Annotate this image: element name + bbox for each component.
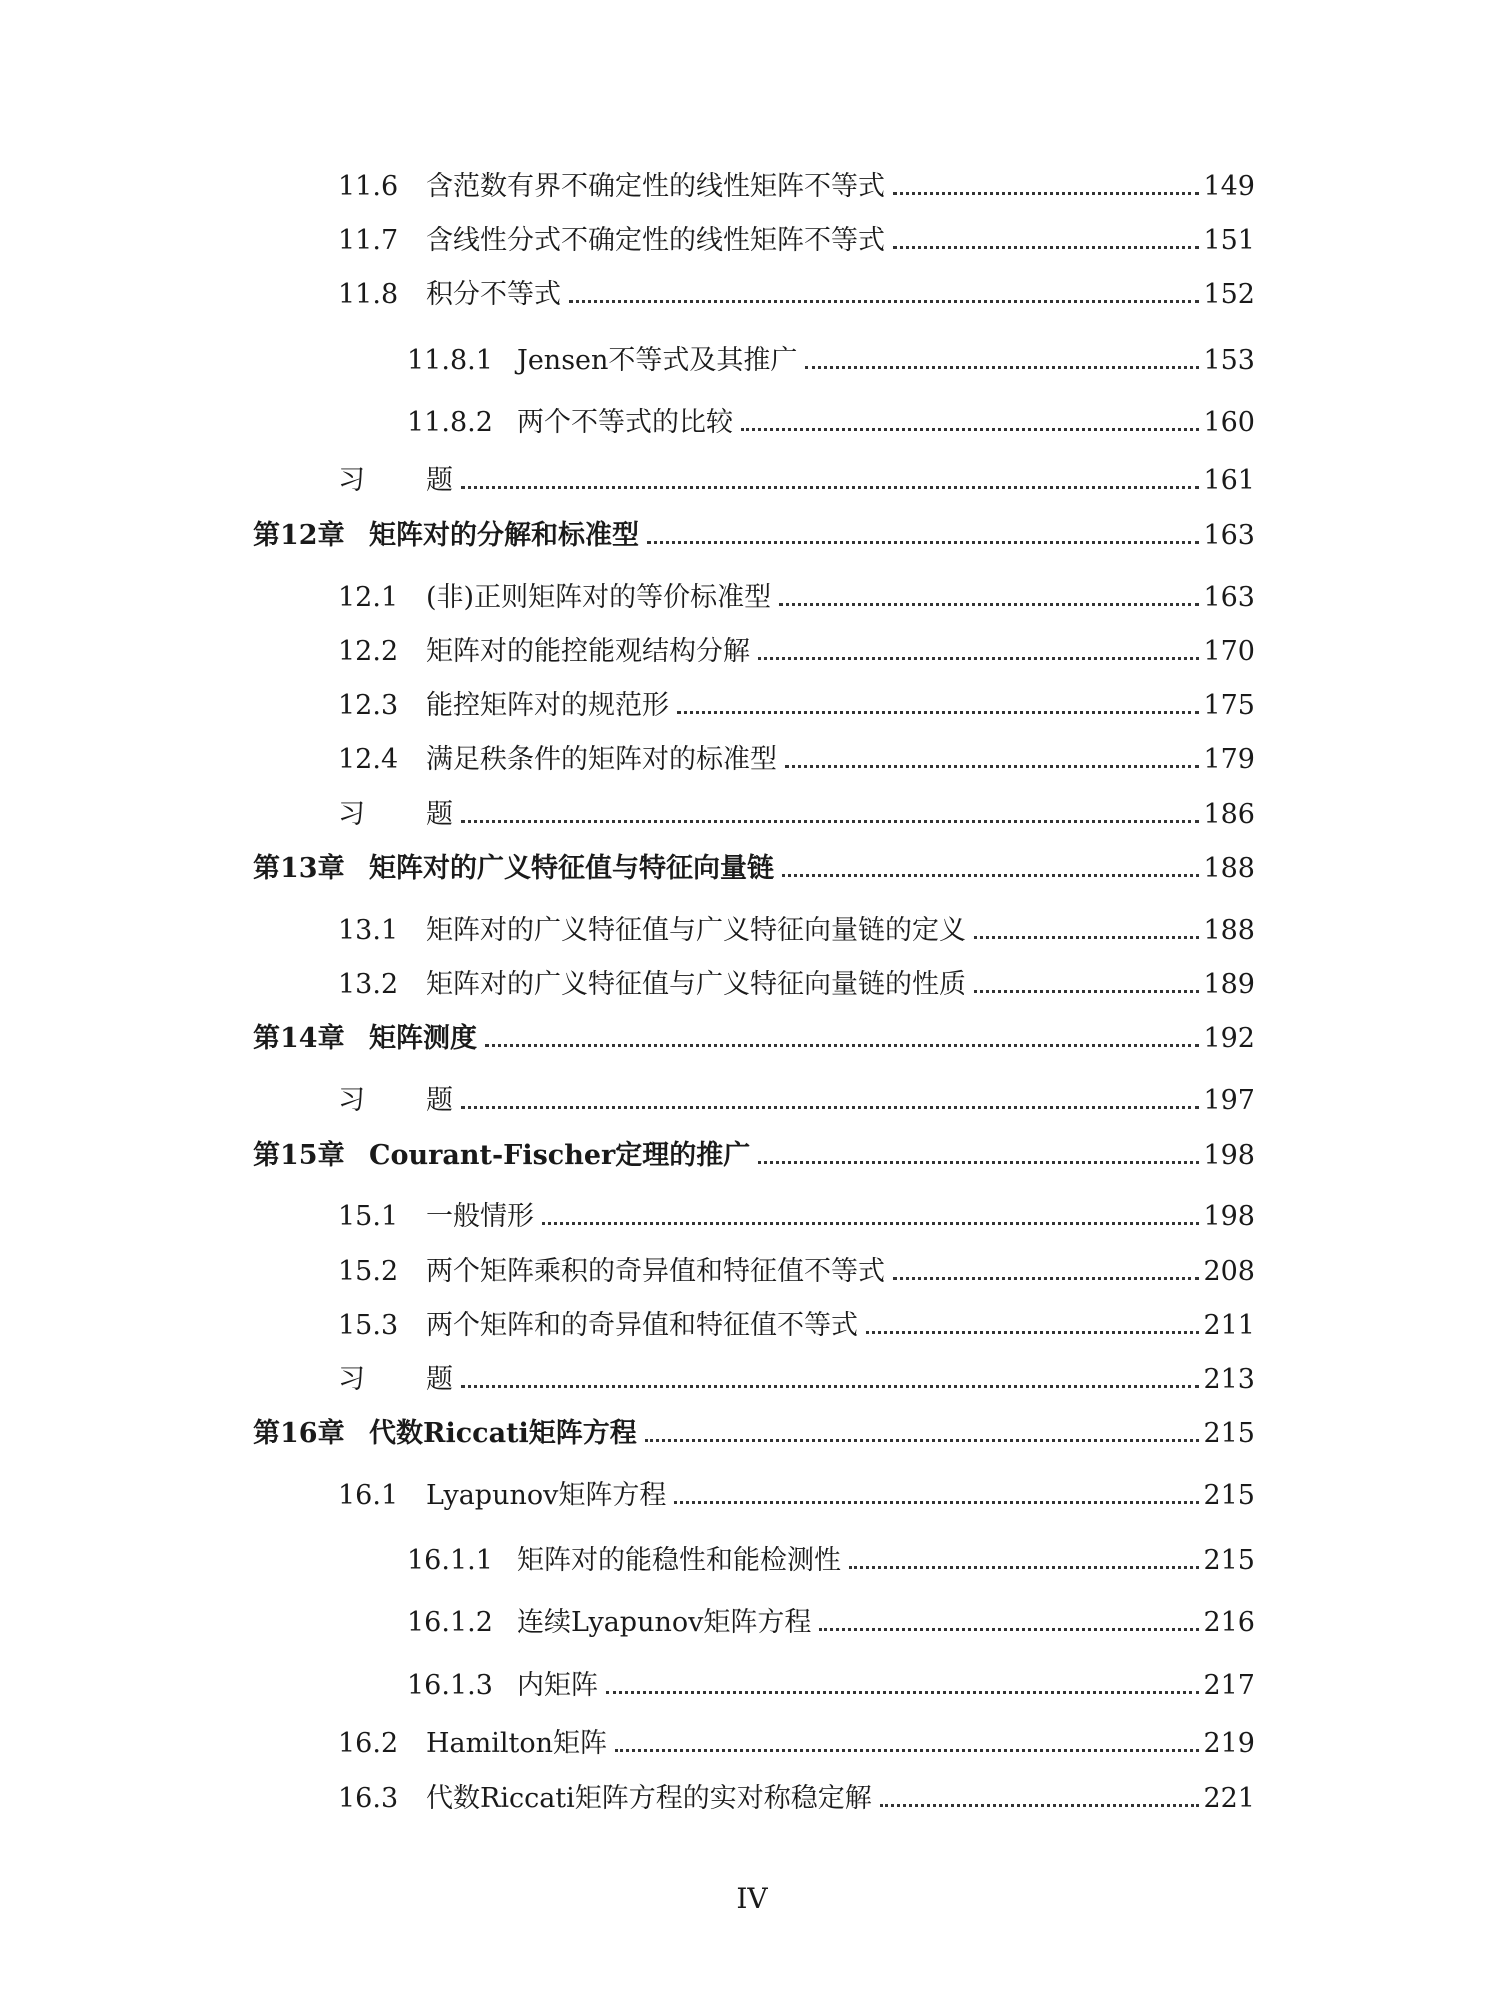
toc-chapter: [253, 846, 1255, 886]
dot-leader: [606, 1690, 1199, 1694]
entry-page: 160: [1203, 407, 1255, 438]
entry-page: 197: [1203, 1085, 1255, 1116]
entry-page: 152: [1203, 279, 1255, 310]
dot-leader: [758, 656, 1199, 660]
entry-page: 211: [1203, 1310, 1255, 1341]
entry-page: 161: [1203, 465, 1255, 496]
chapter-title: 矩阵对的分解和标准型: [369, 520, 639, 551]
dot-leader: [866, 1330, 1199, 1334]
entry-page: 151: [1203, 225, 1255, 256]
entry-number: 13.2: [338, 969, 399, 1000]
dot-leader: [674, 1500, 1199, 1504]
entry-page: 192: [1203, 1023, 1255, 1054]
dot-leader: [805, 365, 1199, 369]
entry-page: 179: [1203, 744, 1255, 775]
entry-page: 219: [1203, 1728, 1255, 1759]
entry-page: 208: [1203, 1256, 1255, 1287]
entry-title: Hamilton矩阵: [426, 1728, 608, 1759]
entry-number: 11.7: [338, 225, 399, 256]
entry-page: 216: [1203, 1607, 1255, 1638]
dot-leader: [893, 245, 1199, 249]
entry-page: 215: [1203, 1545, 1255, 1576]
toc-entry: [338, 1249, 1255, 1289]
dot-leader: [542, 1221, 1199, 1225]
dot-leader: [461, 485, 1199, 489]
dot-leader: [974, 989, 1199, 993]
entry-title: 含线性分式不确定性的线性矩阵不等式: [426, 225, 885, 256]
entry-title: 矩阵对的能稳性和能检测性: [517, 1545, 841, 1576]
dot-leader: [741, 427, 1199, 431]
entry-title: 矩阵对的能控能观结构分解: [426, 636, 750, 667]
entry-page: 188: [1203, 853, 1255, 884]
entry-page: 198: [1203, 1140, 1255, 1171]
dot-leader: [782, 873, 1199, 877]
toc-entry-exercises: [338, 792, 1255, 832]
entry-page: 175: [1203, 690, 1255, 721]
entry-number: 13.1: [338, 915, 399, 946]
entry-number: 12.4: [338, 744, 399, 775]
entry-title: 满足秩条件的矩阵对的标准型: [426, 744, 777, 775]
chapter-number: 第14章: [253, 1023, 345, 1054]
toc-entry: [338, 164, 1255, 204]
toc-chapter: [253, 1133, 1255, 1173]
chapter-title: Courant-Fischer定理的推广: [369, 1140, 751, 1171]
entry-page: 215: [1203, 1418, 1255, 1449]
toc-entry: [338, 1776, 1255, 1816]
chapter-number: 第13章: [253, 853, 345, 884]
toc-entry: [338, 962, 1255, 1002]
toc-entry-exercises: [338, 458, 1255, 498]
toc-chapter: [253, 1411, 1255, 1451]
entry-page: 188: [1203, 915, 1255, 946]
dot-leader: [615, 1748, 1199, 1752]
entry-number: 11.8.1: [407, 345, 493, 376]
toc-chapter: [253, 513, 1255, 553]
entry-title: Lyapunov矩阵方程: [426, 1480, 667, 1511]
toc-entry: [338, 1721, 1255, 1761]
entry-page: 163: [1203, 582, 1255, 613]
entry-number: 12.2: [338, 636, 399, 667]
dot-leader: [779, 602, 1199, 606]
entry-number: 16.3: [338, 1783, 399, 1814]
dot-leader: [974, 935, 1199, 939]
entry-number: 11.8.2: [407, 407, 493, 438]
entry-number: 12.1: [338, 582, 399, 613]
entry-number: 习: [338, 1085, 365, 1116]
toc-entry: [407, 1663, 1255, 1703]
entry-title: 题: [426, 1364, 453, 1395]
entry-page: 170: [1203, 636, 1255, 667]
dot-leader: [647, 540, 1199, 544]
dot-leader: [893, 1276, 1199, 1280]
entry-page: 198: [1203, 1201, 1255, 1232]
entry-number: 16.1.1: [407, 1545, 493, 1576]
entry-number: 16.1.2: [407, 1607, 493, 1638]
entry-page: 153: [1203, 345, 1255, 376]
entry-title: 两个矩阵乘积的奇异值和特征值不等式: [426, 1256, 885, 1287]
entry-page: 189: [1203, 969, 1255, 1000]
toc-entry: [407, 400, 1255, 440]
entry-number: 15.3: [338, 1310, 399, 1341]
dot-leader: [485, 1043, 1199, 1047]
entry-page: 215: [1203, 1480, 1255, 1511]
toc-entry: [338, 908, 1255, 948]
toc-entry: [338, 737, 1255, 777]
entry-number: 习: [338, 1364, 365, 1395]
page-number-folio: IV: [736, 1882, 768, 1915]
entry-title: 两个不等式的比较: [517, 407, 733, 438]
dot-leader: [758, 1160, 1199, 1164]
chapter-title: 矩阵对的广义特征值与特征向量链: [369, 853, 774, 884]
entry-number: 习: [338, 465, 365, 496]
entry-title: 矩阵对的广义特征值与广义特征向量链的定义: [426, 915, 966, 946]
entry-page: 221: [1203, 1783, 1255, 1814]
dot-leader: [677, 710, 1199, 714]
toc-entry: [338, 575, 1255, 615]
entry-page: 149: [1203, 171, 1255, 202]
entry-number: 11.6: [338, 171, 399, 202]
entry-page: 213: [1203, 1364, 1255, 1395]
dot-leader: [645, 1438, 1200, 1442]
entry-title: 能控矩阵对的规范形: [426, 690, 669, 721]
entry-title: 积分不等式: [426, 279, 561, 310]
entry-title: 题: [426, 1085, 453, 1116]
toc-entry-exercises: [338, 1078, 1255, 1118]
entry-title: 一般情形: [426, 1201, 534, 1232]
toc-entry: [338, 1473, 1255, 1513]
entry-title: 题: [426, 465, 453, 496]
dot-leader: [819, 1627, 1199, 1631]
dot-leader: [785, 764, 1199, 768]
toc-entry: [338, 629, 1255, 669]
chapter-title: 代数Riccati矩阵方程: [369, 1418, 637, 1449]
entry-number: 16.2: [338, 1728, 399, 1759]
toc-entry: [407, 1600, 1255, 1640]
entry-title: 连续Lyapunov矩阵方程: [517, 1607, 812, 1638]
dot-leader: [880, 1803, 1200, 1807]
toc-entry-exercises: [338, 1357, 1255, 1397]
chapter-number: 第16章: [253, 1418, 345, 1449]
entry-title: 代数Riccati矩阵方程的实对称稳定解: [426, 1783, 872, 1814]
dot-leader: [893, 191, 1199, 195]
toc-entry: [338, 1194, 1255, 1234]
entry-number: 16.1: [338, 1480, 399, 1511]
entry-title: 题: [426, 799, 453, 830]
dot-leader: [461, 819, 1199, 823]
entry-number: 12.3: [338, 690, 399, 721]
toc-entry: [338, 218, 1255, 258]
entry-number: 16.1.3: [407, 1670, 493, 1701]
toc-entry: [407, 338, 1255, 378]
entry-title: 两个矩阵和的奇异值和特征值不等式: [426, 1310, 858, 1341]
chapter-number: 第12章: [253, 520, 345, 551]
entry-page: 163: [1203, 520, 1255, 551]
entry-title: 内矩阵: [517, 1670, 598, 1701]
entry-title: 含范数有界不确定性的线性矩阵不等式: [426, 171, 885, 202]
entry-number: 习: [338, 799, 365, 830]
entry-title: Jensen不等式及其推广: [517, 345, 798, 376]
chapter-title: 矩阵测度: [369, 1023, 477, 1054]
toc-entry: [407, 1538, 1255, 1578]
toc-entry: [338, 1303, 1255, 1343]
toc-chapter: [253, 1016, 1255, 1056]
entry-number: 11.8: [338, 279, 399, 310]
entry-page: 186: [1203, 799, 1255, 830]
entry-page: 217: [1203, 1670, 1255, 1701]
toc-entry: [338, 683, 1255, 723]
dot-leader: [461, 1384, 1199, 1388]
chapter-number: 第15章: [253, 1140, 345, 1171]
entry-title: (非)正则矩阵对的等价标准型: [426, 582, 772, 613]
toc-entry: [338, 272, 1255, 312]
dot-leader: [849, 1565, 1199, 1569]
entry-number: 15.2: [338, 1256, 399, 1287]
dot-leader: [461, 1105, 1199, 1109]
entry-title: 矩阵对的广义特征值与广义特征向量链的性质: [426, 969, 966, 1000]
entry-number: 15.1: [338, 1201, 399, 1232]
dot-leader: [569, 299, 1199, 303]
